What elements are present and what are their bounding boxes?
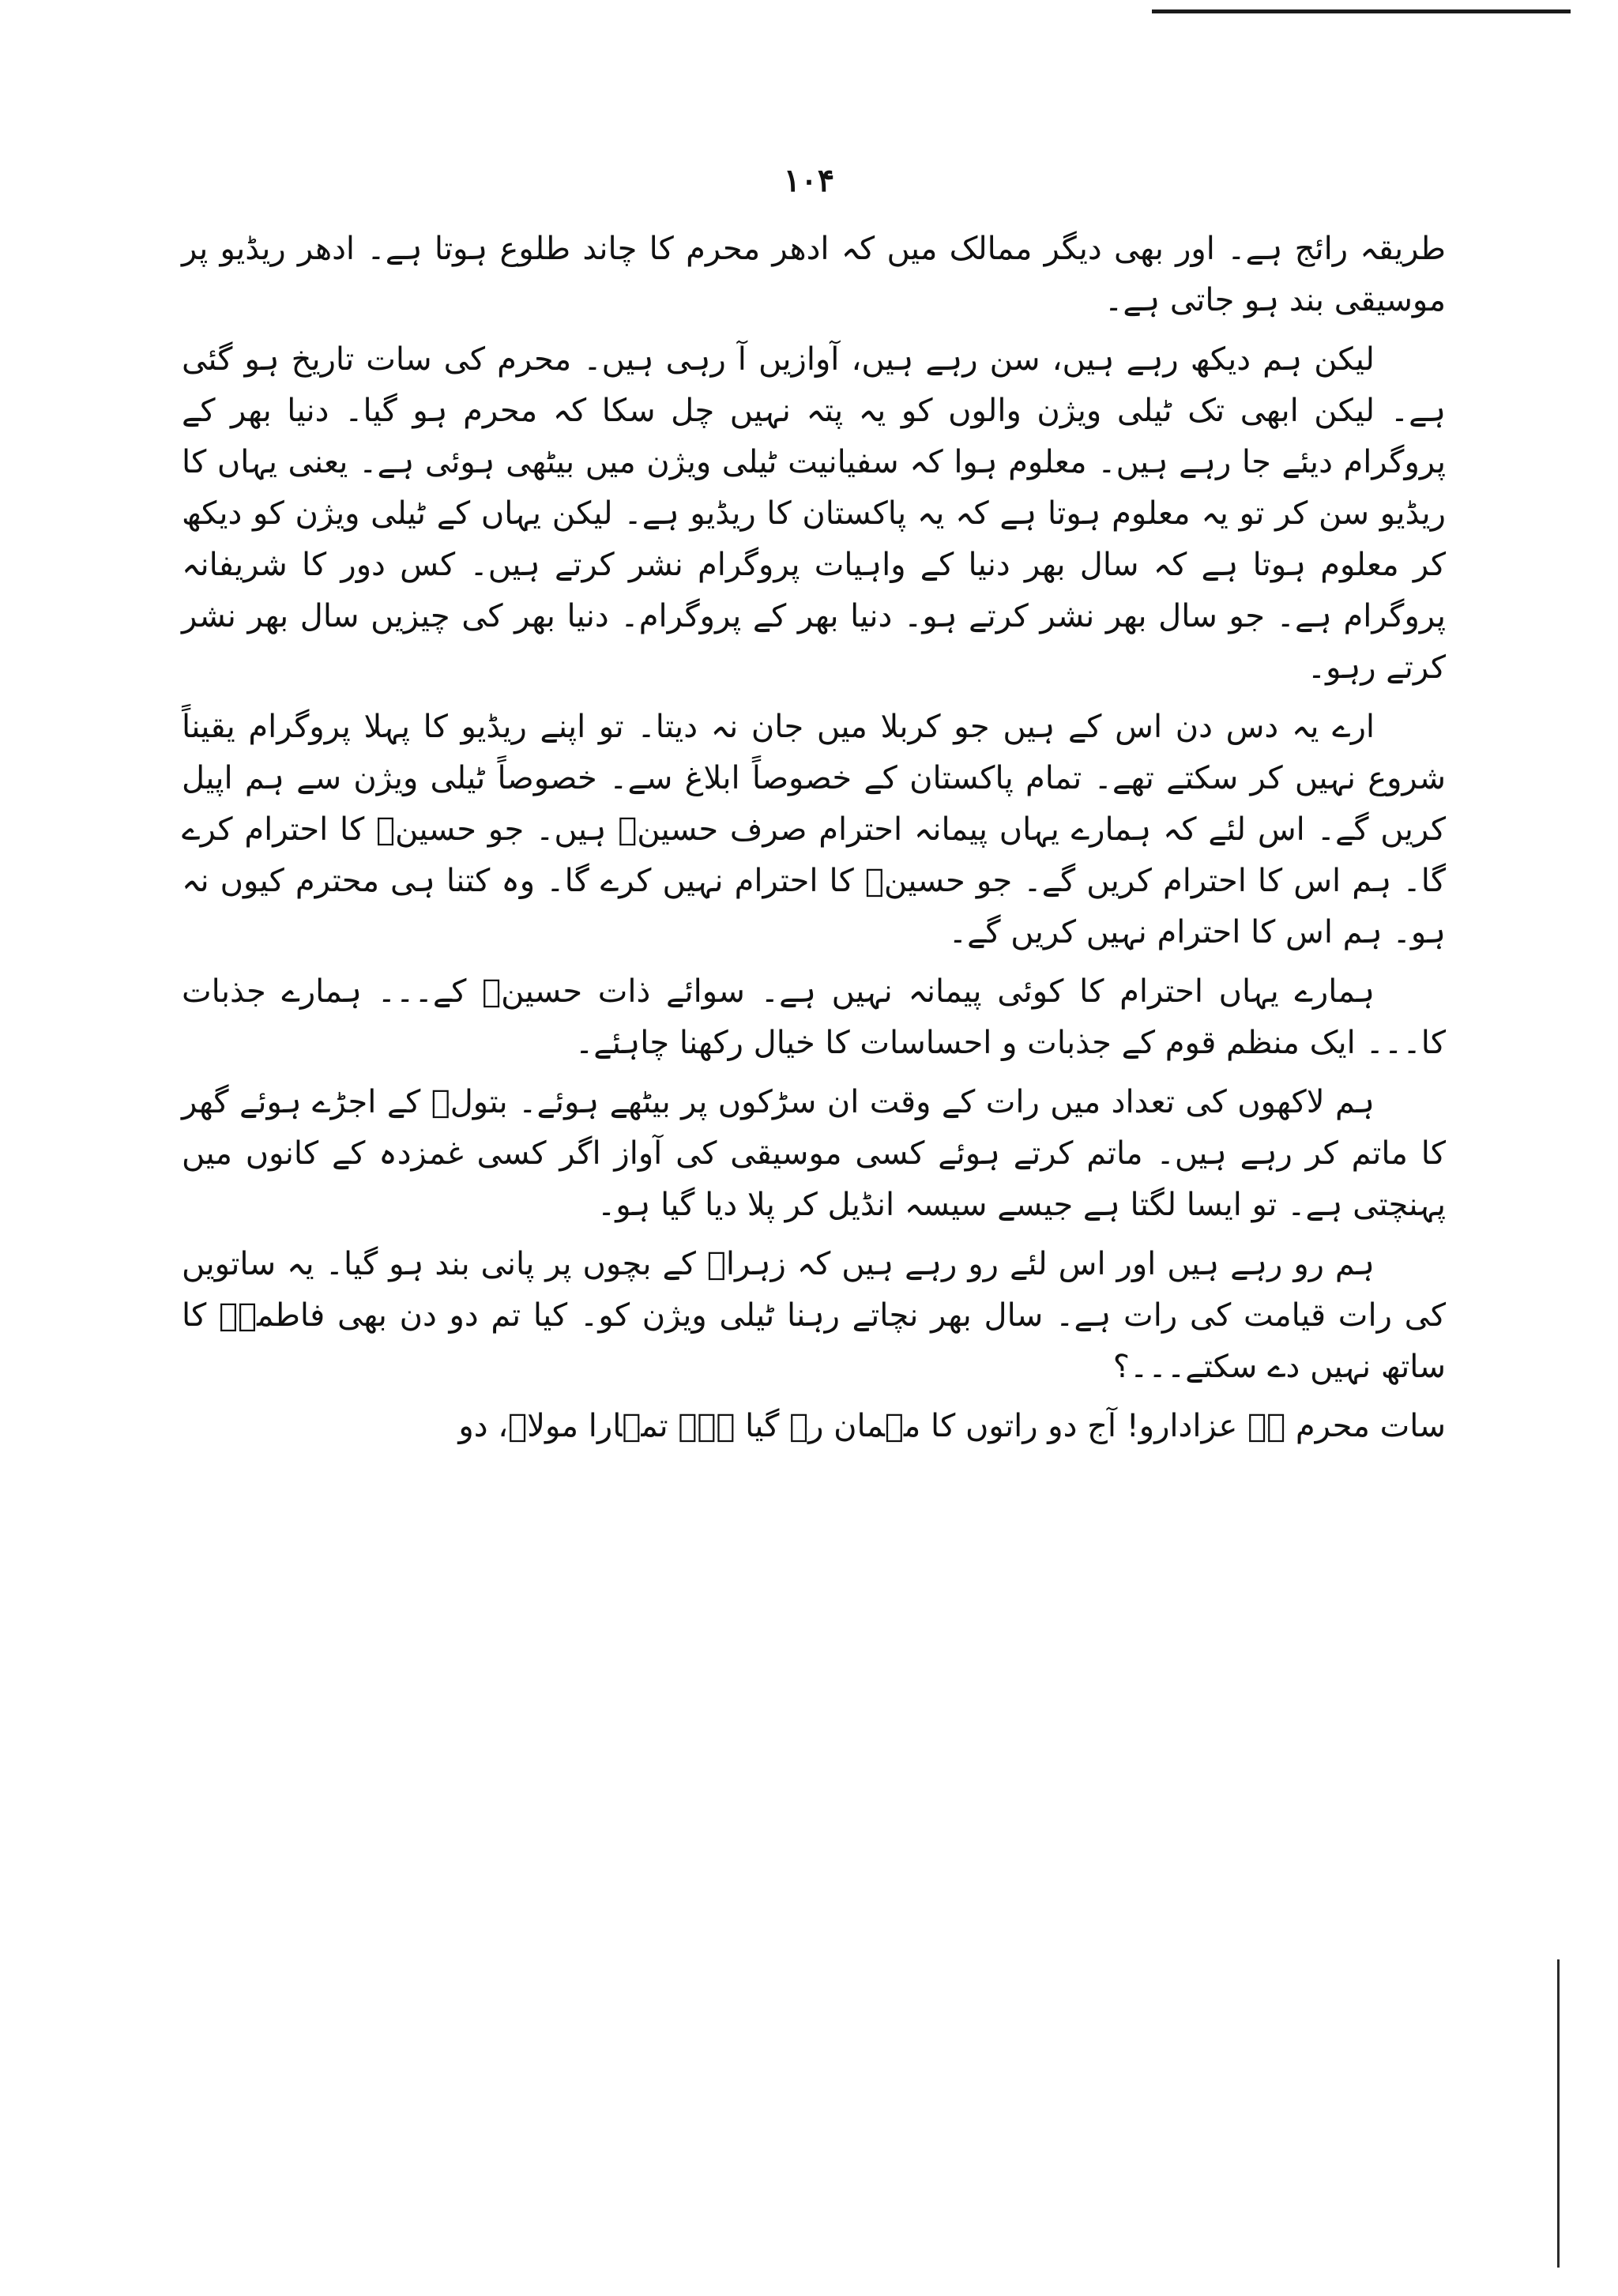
paragraph-4: ہمارے یہاں احترام کا کوئی پیمانہ نہیں ہے۔ سوائے ذات حسینؑ کے۔۔۔ ہمارے جذبات کا۔۔۔ ایک منظم قوم کے جذبات و احساسات کا خیال رکھنا چاہئے۔ [182,973,1446,1061]
paragraph-6: ہم رو رہے ہیں اور اس لئے رو رہے ہیں کہ زہراؑ کے بچوں پر پانی بند ہو گیا۔ یہ ساتویں کی رات قیامت کی رات ہے۔ سال بھر نچاتے رہنا ٹیلی ویژن کو۔ کیا تم دو دن بھی فاطمہؑ کا ساتھ نہیں دے سکتے۔۔۔؟ [182,1246,1446,1385]
paragraph-1: طریقہ رائج ہے۔ اور بھی دیگر ممالک میں کہ ادھر محرم کا چاند طلوع ہوتا ہے۔ ادھر ریڈیو پر موسیقی بند ہو جاتی ہے۔ [182,231,1446,318]
paragraph-3: ارے یہ دس دن اس کے ہیں جو کربلا میں جان نہ دیتا۔ تو اپنے ریڈیو کا پہلا پروگرام یقیناً شروع نہیں کر سکتے تھے۔ تمام پاکستان کے خصوصاً ابلاغ سے۔ خصوصاً ٹیلی ویژن سے ہم اپیل کریں گے۔ اس لئے کہ ہمارے یہاں پیمانہ احترام صرف حسینؑ ہیں۔ جو حسینؑ کا احترام کرے گا۔ ہم اس کا احترام کریں گے۔ جو حسینؑ کا احترام نہیں کرے گا۔ وہ کتنا ہی محترم کیوں نہ ہو۔ ہم اس کا احترام نہیں کریں گے۔ [182,709,1446,950]
page-number: ۱۰۴ [783,162,835,199]
page-body [182,224,1446,1460]
paragraph-7: سات محرم ہے عزادارو! آج دو راتوں کا مہمان رہ گیا ہے۔ تمہارا مولاؑ، دو [458,1408,1446,1444]
margin-rule [1557,1959,1560,2268]
paragraph-5: ہم لاکھوں کی تعداد میں رات کے وقت ان سڑکوں پر بیٹھے ہوئے۔ بتولؑ کے اجڑے ہوئے گھر کا ماتم کر رہے ہیں۔ ماتم کرتے ہوئے کسی موسیقی کی آواز اگر کسی غمزدہ کے کانوں میں پہنچتی ہے۔ تو ایسا لگتا ہے جیسے سیسہ انڈیل کر پلا دیا گیا ہو۔ [182,1084,1446,1223]
top-rule [1152,9,1571,13]
paragraph-2: لیکن ہم دیکھ رہے ہیں، سن رہے ہیں، آوازیں آ رہی ہیں۔ محرم کی سات تاریخ ہو گئی ہے۔ لیکن ابھی تک ٹیلی ویژن والوں کو یہ پتہ نہیں چل سکا کہ محرم ہو گیا۔ دنیا بھر کے پروگرام دیئے جا رہے ہیں۔ معلوم ہوا کہ سفیانیت ٹیلی ویژن میں بیٹھی ہوئی ہے۔ یعنی یہاں کا ریڈیو سن کر تو یہ معلوم ہوتا ہے کہ یہ پاکستان کا ریڈیو ہے۔ لیکن یہاں کے ٹیلی ویژن کو دیکھ کر معلوم ہوتا ہے کہ سال بھر دنیا کے واہیات پروگرام نشر کرتے ہیں۔ کس دور کا شریفانہ پروگرام ہے۔ جو سال بھر نشر کرتے ہو۔ دنیا بھر کے پروگرام۔ دنیا بھر کی چیزیں سال بھر نشر کرتے رہو۔ [182,341,1446,686]
